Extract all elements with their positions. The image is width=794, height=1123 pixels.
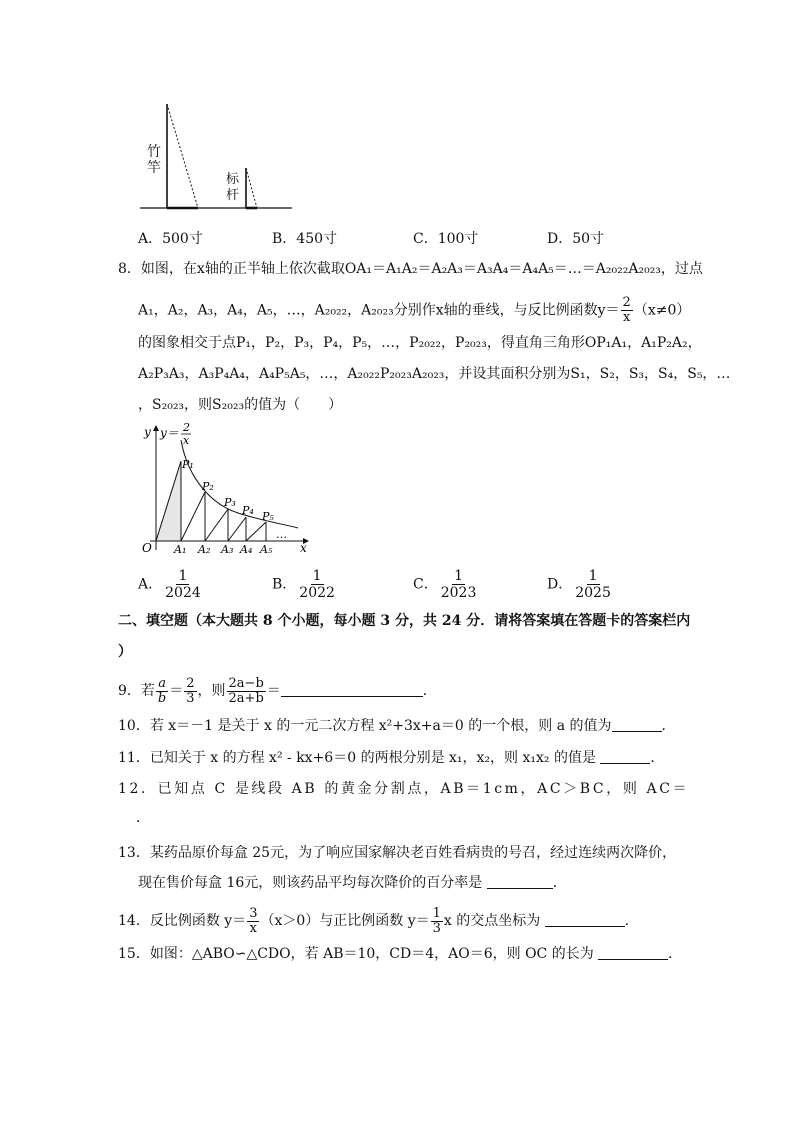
q7-option-d[interactable]: D．50寸 [547,231,605,247]
q14-fraction-13: $\frac{1}{3}$ [432,905,441,936]
q8-number: 8． [118,261,141,277]
q11-answer-blank[interactable] [600,749,650,764]
section-2-heading-cont: ） [118,644,132,660]
point-p4: P₄ [242,504,254,517]
q8-option-d[interactable]: D． $\frac{1}{2025}$ [547,568,611,601]
fig8-x-label: x [300,541,307,555]
bamboo-shadow-ray [167,104,198,208]
point-a2: A₂ [198,543,211,556]
q8-text-2a: A₁，A₂，A₃，A₄，A₅，…，A₂₀₂₂，A₂₀₂₃分别作x轴的垂线，与反比例函数y＝ [138,302,620,319]
post-shadow-ray [246,168,257,208]
fig8-eq-num: 2 [183,421,190,434]
q14: 14．反比例函数 y＝ $\frac{3}{x}$ （x＞0）与正比例函数 y＝ $\frac{1}{3}$ x 的交点坐标为 ． [118,905,639,936]
point-a5: A₅ [260,543,273,556]
q15-answer-blank[interactable] [598,945,668,960]
fig8-y-label: y [144,425,151,439]
fig8-eq-den: x [183,434,190,447]
q8-option-a[interactable]: A． $\frac{1}{2024}$ [138,568,201,601]
q9-fraction-ab: $\frac{a}{b}$ [157,675,167,706]
q8-text-2b: （x≠0） [633,302,691,319]
q8-line-5: ，S₂₀₂₃，则S₂₀₂₃的值为（ ） [138,397,343,413]
q8-text-1: 如图，在x轴的正半轴上依次截取OA₁＝A₁A₂＝A₂A₃＝A₃A₄＝A₄A₅＝…＝A₂₀₂₂A₂₀₂₃，过点 [140,261,703,277]
q13-line-1: 13．某药品原价每盒 25元，为了响应国家解决老百姓看病贵的号召，经过连续两次降价， [118,845,677,861]
point-a3: A₃ [221,543,234,556]
hyperbola-figure [138,420,318,560]
q8-line-4: A₂P₃A₃，A₃P₄A₄，A₄P₅A₅，…，A₂₀₂₂P₂₀₂₃A₂₀₂₃，并设其面积分别为S₁，S₂，S₃，S₄，S₅，… [138,366,731,382]
q7-option-b[interactable]: B．450寸 [272,231,338,247]
fig8-eq-lhs: y＝ [160,426,179,440]
section-2-heading: 二、填空题（本大题共 8 个小题，每小题 3 分，共 24 分．请将答案填在答题卡的答案栏内 [118,613,691,629]
pole-label: 竹竿 [147,144,161,176]
q8-line-2 [138,296,690,325]
q12-end: ． [136,810,150,826]
q9-answer-blank[interactable] [281,682,423,697]
point-a1: A₁ [174,543,187,556]
q9-fraction-expr: $\frac{2a-b}{2a+b}$ [228,675,264,706]
q11: 11．已知关于 x 的方程 x² - kx+6＝0 的两根分别是 x₁，x₂，则 x₁x₂ 的值是 ． [118,750,665,766]
bamboo-shadow-figure [140,98,300,214]
q14-fraction-3x: $\frac{3}{x}$ [249,905,258,936]
q10: 10．若 x＝－1 是关于 x 的一元二次方程 x²+3x+a＝0 的一个根，则 a 的值为 ． [118,718,676,734]
q10-answer-blank[interactable] [612,717,662,732]
q8-line-3: 的图象相交于点P₁，P₂，P₃，P₄，P₅，…，P₂₀₂₂，P₂₀₂₃，得直角三角形OP₁A₁，A₁P₂A₂， [138,335,702,351]
fig8-origin-label: O [142,541,152,555]
q9-fraction-23: $\frac{2}{3}$ [186,675,195,706]
point-p5: P₅ [262,510,274,523]
q12: 12．已知点 C 是线段 AB 的黄金分割点，AB＝1cm，AC＞BC，则 AC＝ [118,781,690,797]
point-a4: A₄ [240,543,253,556]
q8-line-1 [118,259,703,279]
q8-function-fraction: $\frac{2}{x}$ [622,295,631,325]
q7-option-c[interactable]: C．100寸 [413,231,479,247]
hyperbola-curve [181,440,298,528]
q13-line-2: 现在售价每盒 16元，则该药品平均每次降价的百分率是 ． [138,875,567,891]
q8-option-b[interactable]: B． $\frac{1}{2022}$ [272,568,335,601]
post-label: 标杆 [226,172,240,203]
point-p2: P₂ [202,480,214,493]
point-p3: P₃ [224,496,236,509]
q15: 15．如图：△ABO∽△CDO，若 AB＝10，CD＝4，AO＝6，则 OC 的长为 ． [118,946,683,962]
q7-option-a[interactable]: A．500寸 [138,231,203,247]
q13-answer-blank[interactable] [487,874,553,889]
q9: 9．若 $\frac{a}{b}$ ＝ $\frac{2}{3}$ ，则 $\frac{2a-b}{2a+b}$ ＝ ． [118,675,437,706]
q8-option-c[interactable]: C． $\frac{1}{2023}$ [413,568,477,601]
q14-answer-blank[interactable] [545,912,625,927]
point-p1: P₁ [182,458,194,471]
fig8-ellipsis: … [276,528,287,541]
